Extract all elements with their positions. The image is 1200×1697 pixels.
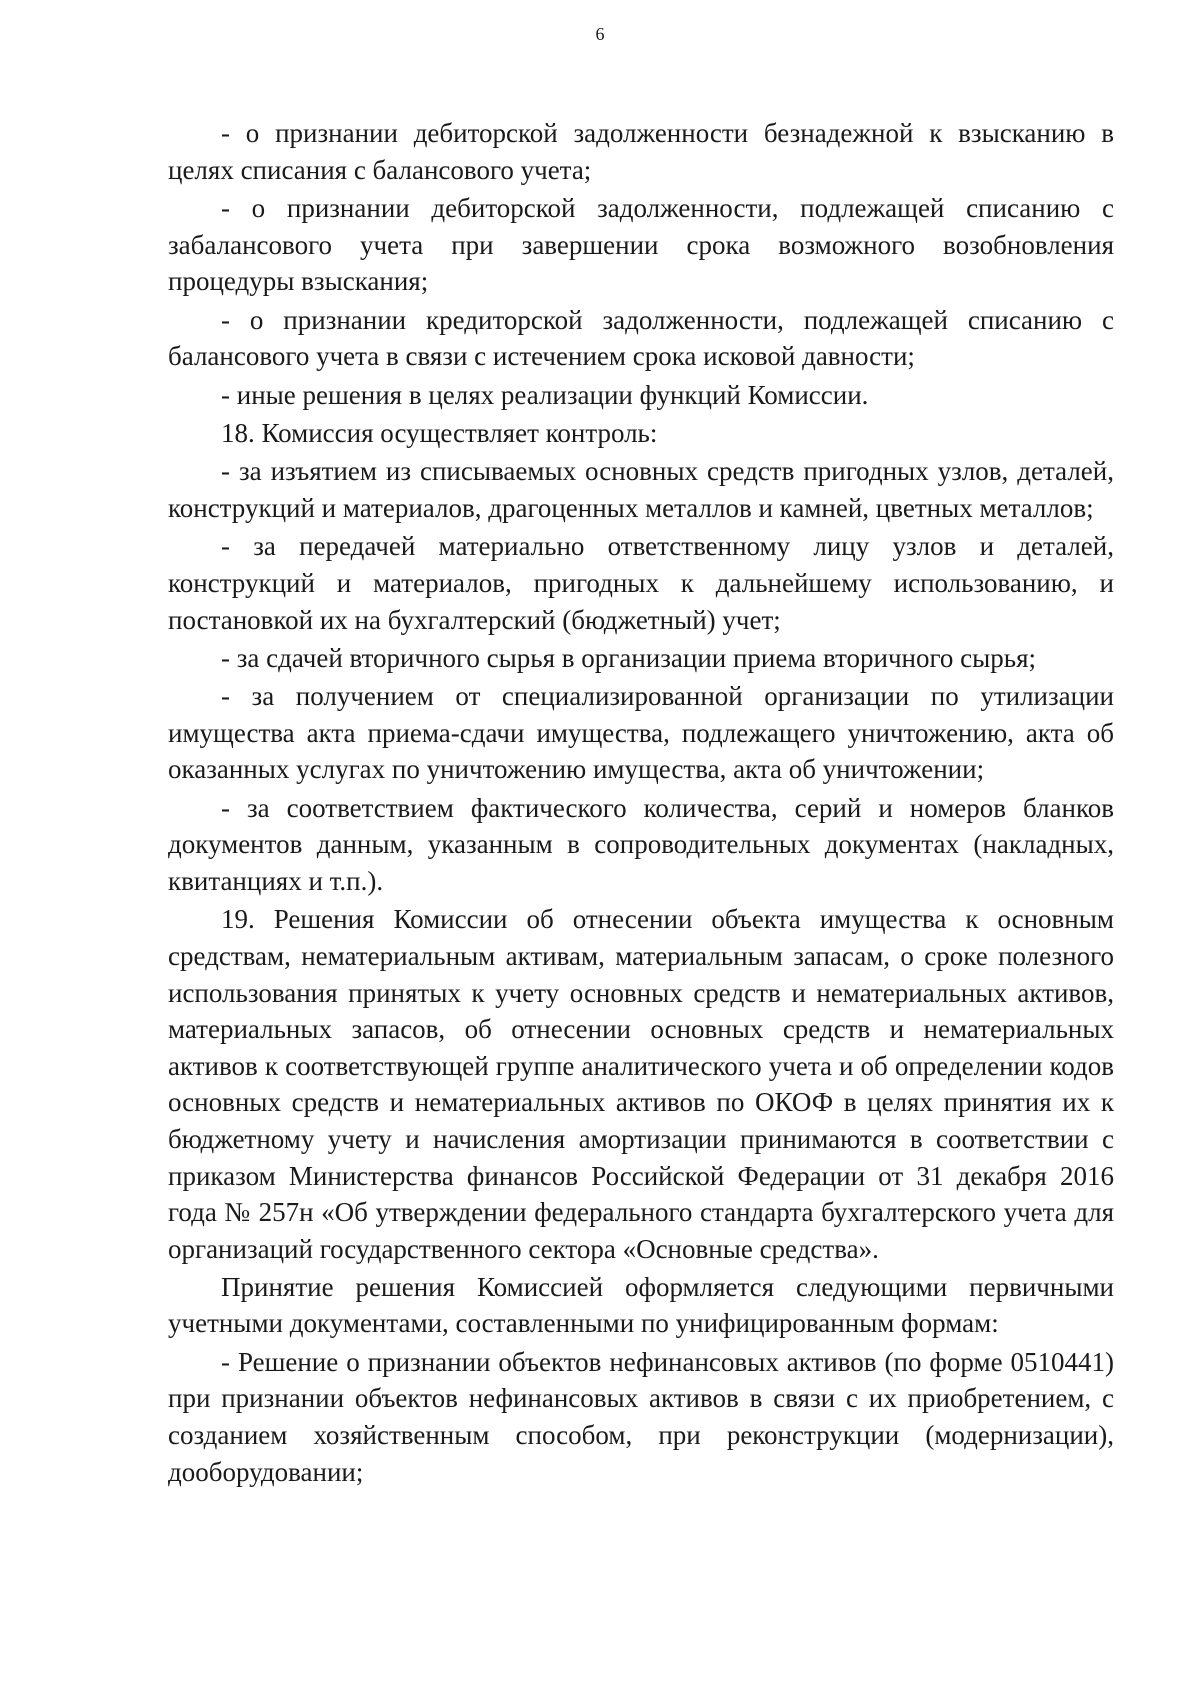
paragraph-control-extraction: - за изъятием из списываемых основных средств пригодных узлов, деталей, конструкций и материалов, драгоценных металлов и камней, цветных металлов; xyxy=(168,456,1114,523)
page-number: 6 xyxy=(595,24,605,44)
paragraph-writeoff-payables: - о признании кредиторской задолженности, подлежащей списанию с балансового учета в связи с истечением срока исковой давности; xyxy=(168,304,1114,372)
paragraph-section-18-heading: 18. Комиссия осуществляет контроль: xyxy=(221,417,658,448)
paragraph-decision-documents: Принятие решения Комиссией оформляется следующими первичными учетными документами, составленными по унифицированным формам: xyxy=(168,1271,1114,1339)
paragraph-other-decisions: - иные решения в целях реализации функций Комиссии. xyxy=(221,379,869,410)
paragraph-control-forms: - за соответствием фактического количества, серий и номеров бланков документов данным, указанным в сопроводительных документах (накладных, квитанциях и т.п.). xyxy=(168,792,1114,897)
paragraph-form-0510441: - Решение о признании объектов нефинансовых активов (по форме 0510441) при признании объектов нефинансовых активов в связи с их приобретением, с созданием хозяйственным способом, при реконструкции (модернизации), дооборудовании; xyxy=(168,1346,1114,1487)
paragraph-control-disposal-acts: - за получением от специализированной организации по утилизации имущества акта приема-сдачи имущества, подлежащего уничтожению, акта об оказанных услугах по уничтожению имущества, акта об уничтожении; xyxy=(168,681,1114,785)
paragraph-control-transfer: - за передачей материально ответственному лицу узлов и деталей, конструкций и материалов, пригодных к дальнейшему использованию, и постановкой их на бухгалтерский (бюджетный) учет; xyxy=(168,531,1114,635)
paragraph-writeoff-receivables-balance: - о признании дебиторской задолженности безнадежной к взысканию в целях списания с балансового учета; xyxy=(168,118,1114,185)
paragraph-section-19: 19. Решения Комиссии об отнесении объекта имущества к основным средствам, нематериальным активам, материальным запасам, о сроке полезного использования принятых к учету основных средств и нематериальных активов, материальных запасов, об отнесении основных средств и нематериальных активов к соответствующей группе аналитического учета и об определении кодов основных средств и нематериальных активов по ОКОФ в целях принятия их к бюджетному учету и начисления амортизации принимаются в соответствии с приказом Министерства финансов Российской Федерации от 31 декабря 2016 года № 257н «Об утверждении федерального стандарта бухгалтерского учета для организаций государственного сектора «Основные средства». xyxy=(168,904,1114,1264)
document-body xyxy=(168,115,1114,1492)
paragraph-writeoff-receivables-offbalance: - о признании дебиторской задолженности, подлежащей списанию с забалансового учета при завершении срока возможного возобновления процедуры взыскания; xyxy=(168,192,1114,297)
paragraph-control-recycling: - за сдачей вторичного сырья в организации приема вторичного сырья; xyxy=(221,642,1037,673)
